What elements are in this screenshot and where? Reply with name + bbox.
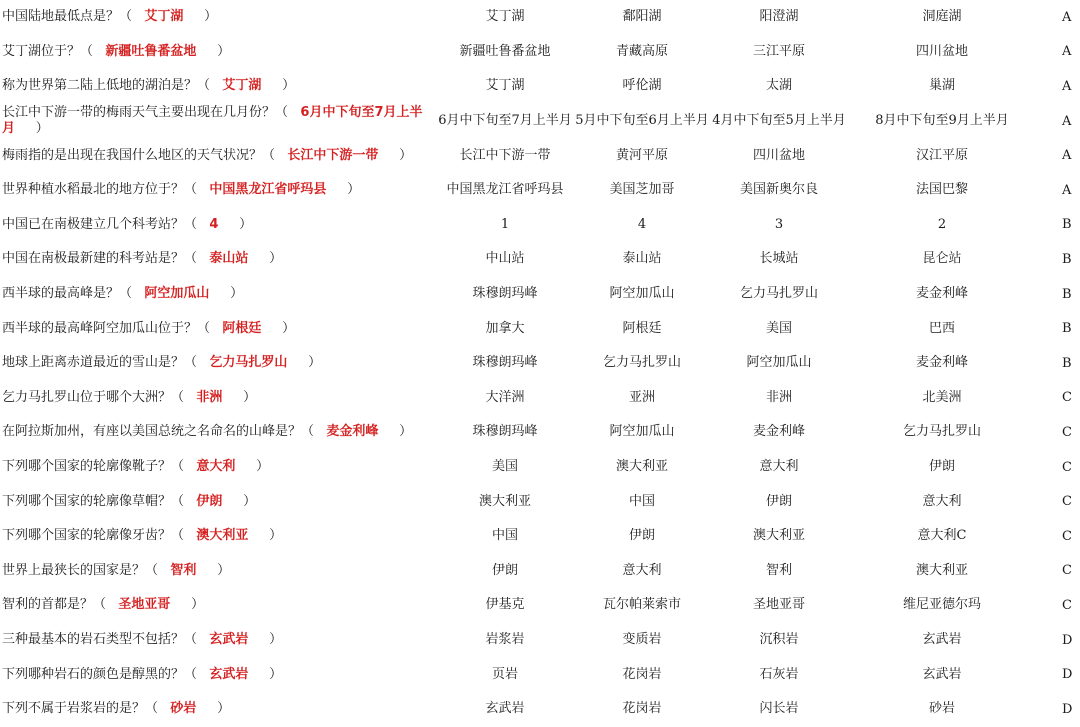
answer-key: A [1062, 9, 1072, 25]
answer-key: D [1062, 701, 1073, 717]
question-stem: 西半球的最高峰阿空加瓜山位于？（ [2, 320, 211, 336]
option-b: 澳大利亚 [615, 459, 668, 475]
quiz-row [0, 173, 1080, 208]
option-c: 4月中下旬至5月上半月 [712, 113, 846, 129]
option-a: 艾丁湖 [485, 78, 525, 94]
question-text [2, 563, 230, 579]
option-b: 阿根廷 [622, 320, 662, 336]
question-text [2, 321, 295, 337]
option-a: 6月中下旬至7月上半月 [438, 113, 572, 129]
answer-key: C [1062, 390, 1072, 406]
correct-answer-highlight: 砂岩 [170, 701, 197, 717]
answer-key: C [1062, 459, 1072, 475]
question-text [2, 105, 434, 137]
question-text [2, 148, 412, 164]
question-stem: 中国在南极最新建的科考站是？（ [2, 251, 198, 267]
option-a: 岩浆岩 [485, 632, 525, 648]
option-d: 8月中下旬至9月上半月 [875, 113, 1009, 129]
question-cell [2, 0, 434, 35]
option-d: 玄武岩 [922, 666, 962, 682]
quiz-row [0, 138, 1080, 173]
correct-answer-highlight: 玄武岩 [209, 666, 249, 682]
question-stem: 下列哪个国家的轮廓像靴子？（ [2, 459, 185, 475]
quiz-row [0, 484, 1080, 519]
option-c: 阳澄湖 [759, 9, 799, 25]
question-cell [2, 35, 434, 70]
quiz-row [0, 657, 1080, 692]
question-close-paren: ） [269, 666, 283, 682]
answer-key: C [1062, 597, 1072, 613]
question-stem: 智利的首都是？（ [2, 597, 107, 613]
option-d: 伊朗 [928, 459, 955, 475]
correct-answer-highlight: 澳大利亚 [196, 528, 249, 544]
quiz-row [0, 346, 1080, 381]
option-c: 意大利 [759, 459, 799, 475]
quiz-row [0, 623, 1080, 658]
option-c: 太湖 [765, 78, 792, 94]
answer-key: B [1062, 321, 1072, 337]
answer-key: B [1062, 251, 1072, 267]
correct-answer-highlight: 意大利 [196, 459, 236, 475]
option-d: 巴西 [928, 320, 955, 336]
question-close-paren: ） [204, 9, 218, 25]
option-d: 2 [937, 216, 947, 232]
option-b: 瓦尔帕莱索市 [602, 597, 681, 613]
option-b: 乞力马扎罗山 [602, 355, 681, 371]
question-stem: 地球上距离赤道最近的雪山是？（ [2, 355, 198, 371]
option-b: 呼伦湖 [622, 78, 662, 94]
question-text [2, 390, 256, 406]
option-c: 美国新奥尔良 [739, 182, 818, 198]
correct-answer-highlight: 玄武岩 [209, 632, 249, 648]
question-close-paren: ） [269, 251, 283, 267]
answer-key: D [1062, 632, 1073, 648]
quiz-row [0, 554, 1080, 589]
question-cell [2, 588, 434, 623]
correct-answer-highlight: 麦金利峰 [326, 424, 379, 440]
answer-key: A [1062, 78, 1072, 94]
question-text [2, 251, 282, 267]
correct-answer-highlight: 圣地亚哥 [118, 597, 171, 613]
question-text [2, 667, 282, 683]
option-c: 麦金利峰 [752, 424, 805, 440]
question-text [2, 217, 252, 233]
option-a: 珠穆朗玛峰 [472, 286, 538, 302]
option-b: 黄河平原 [615, 147, 668, 163]
question-close-paren: ） [243, 389, 257, 405]
correct-answer-highlight: 长江中下游一带 [287, 147, 379, 163]
quiz-row [0, 450, 1080, 485]
question-cell [2, 450, 434, 485]
quiz-row [0, 242, 1080, 277]
answer-key: D [1062, 667, 1073, 683]
answer-key: A [1062, 44, 1072, 60]
option-b: 青藏高原 [615, 43, 668, 59]
question-stem: 中国陆地最低点是？（ [2, 9, 133, 25]
option-a: 加拿大 [485, 320, 525, 336]
question-close-paren: ） [230, 286, 244, 302]
option-a: 珠穆朗玛峰 [472, 355, 538, 371]
question-cell [2, 381, 434, 416]
correct-answer-highlight: 中国黑龙江省呼玛县 [209, 182, 327, 198]
question-text [2, 286, 243, 302]
question-close-paren: ） [35, 121, 49, 137]
option-a: 1 [500, 216, 510, 232]
option-a: 伊朗 [491, 562, 518, 578]
option-c: 阿空加瓜山 [746, 355, 812, 371]
question-cell [2, 484, 434, 519]
option-c: 沉积岩 [759, 632, 799, 648]
option-b: 花岗岩 [622, 701, 662, 717]
question-stem: 乞力马扎罗山位于哪个大洲？（ [2, 389, 185, 405]
question-cell [2, 242, 434, 277]
correct-answer-highlight: 4 [209, 216, 219, 232]
question-text [2, 424, 412, 440]
correct-answer-highlight: 新疆吐鲁番盆地 [105, 43, 197, 59]
question-stem: 西半球的最高峰是？（ [2, 286, 133, 302]
quiz-row [0, 588, 1080, 623]
answer-key: C [1062, 528, 1072, 544]
option-b: 4 [637, 216, 647, 232]
option-a: 中国 [491, 528, 518, 544]
answer-key: A [1062, 148, 1072, 164]
option-c: 四川盆地 [752, 147, 805, 163]
option-a: 伊基克 [485, 597, 525, 613]
quiz-row [0, 69, 1080, 104]
option-a: 长江中下游一带 [459, 147, 551, 163]
question-stem: 中国已在南极建立几个科考站？（ [2, 216, 198, 232]
option-b: 中国 [628, 493, 655, 509]
option-a: 中山站 [485, 251, 525, 267]
option-c: 石灰岩 [759, 666, 799, 682]
question-text [2, 632, 282, 648]
option-c: 三江平原 [752, 43, 805, 59]
option-b: 变质岩 [622, 632, 662, 648]
option-d: 砂岩 [928, 701, 955, 717]
question-stem: 下列不属于岩浆岩的是？（ [2, 701, 159, 717]
question-stem: 称为世界第二陆上低地的湖泊是？（ [2, 78, 211, 94]
question-close-paren: ） [217, 562, 231, 578]
option-c: 美国 [765, 320, 792, 336]
option-a: 澳大利亚 [478, 493, 531, 509]
question-text [2, 701, 230, 717]
quiz-row [0, 0, 1080, 35]
question-close-paren: ） [243, 493, 257, 509]
correct-answer-highlight: 阿空加瓜山 [144, 286, 210, 302]
question-cell [2, 346, 434, 381]
option-b: 花岗岩 [622, 666, 662, 682]
question-cell [2, 415, 434, 450]
question-close-paren: ） [399, 147, 413, 163]
correct-answer-highlight: 智利 [170, 562, 197, 578]
option-b: 意大利 [622, 562, 662, 578]
option-c: 澳大利亚 [752, 528, 805, 544]
option-d: 澳大利亚 [915, 562, 968, 578]
option-b: 美国芝加哥 [609, 182, 675, 198]
option-b: 泰山站 [622, 251, 662, 267]
option-d: 北美洲 [922, 389, 962, 405]
question-cell [2, 623, 434, 658]
quiz-row [0, 311, 1080, 346]
option-d: 乞力马扎罗山 [902, 424, 981, 440]
question-close-paren: ） [282, 78, 296, 94]
option-d: 法国巴黎 [915, 182, 968, 198]
question-text [2, 528, 282, 544]
question-close-paren: ） [308, 355, 322, 371]
correct-answer-highlight: 乞力马扎罗山 [209, 355, 288, 371]
correct-answer-highlight: 泰山站 [209, 251, 249, 267]
option-d: 昆仑站 [922, 251, 962, 267]
correct-answer-highlight: 非洲 [196, 389, 223, 405]
question-stem: 梅雨指的是出现在我国什么地区的天气状况？（ [2, 147, 276, 163]
option-c: 3 [774, 216, 784, 232]
option-d: 汉江平原 [915, 147, 968, 163]
question-text [2, 597, 204, 613]
question-cell [2, 104, 434, 139]
option-a: 玄武岩 [485, 701, 525, 717]
quiz-row [0, 35, 1080, 70]
answer-key: B [1062, 355, 1072, 371]
question-close-paren: ） [217, 43, 231, 59]
question-close-paren: ） [269, 528, 283, 544]
option-c: 圣地亚哥 [752, 597, 805, 613]
option-a: 珠穆朗玛峰 [472, 424, 538, 440]
option-b: 亚洲 [628, 389, 655, 405]
option-a: 艾丁湖 [485, 9, 525, 25]
question-text [2, 9, 217, 25]
option-a: 页岩 [491, 666, 518, 682]
question-cell [2, 657, 434, 692]
option-a: 中国黑龙江省呼玛县 [446, 182, 564, 198]
option-c: 闪长岩 [759, 701, 799, 717]
option-b: 阿空加瓜山 [609, 286, 675, 302]
question-cell [2, 138, 434, 173]
option-d: 麦金利峰 [915, 355, 968, 371]
option-d: 四川盆地 [915, 43, 968, 59]
answer-key: B [1062, 286, 1072, 302]
question-stem: 在阿拉斯加州，有座以美国总统之名命名的山峰是？（ [2, 424, 315, 440]
question-text [2, 355, 321, 371]
answer-key: B [1062, 217, 1072, 233]
question-close-paren: ） [256, 459, 270, 475]
option-d: 麦金利峰 [915, 286, 968, 302]
question-text [2, 459, 269, 475]
quiz-row [0, 692, 1080, 727]
option-d: 意大利C [917, 528, 967, 544]
question-text [2, 78, 295, 94]
correct-answer-highlight: 艾丁湖 [144, 9, 184, 25]
option-b: 伊朗 [628, 528, 655, 544]
option-b: 5月中下旬至6月上半月 [575, 113, 709, 129]
answer-key: A [1062, 113, 1072, 129]
option-a: 美国 [491, 459, 518, 475]
question-close-paren: ） [347, 182, 361, 198]
option-a: 大洋洲 [485, 389, 525, 405]
option-d: 维尼亚德尔玛 [902, 597, 981, 613]
question-stem: 世界种植水稻最北的地方位于？（ [2, 182, 198, 198]
answer-key: C [1062, 494, 1072, 510]
question-cell [2, 208, 434, 243]
question-stem: 艾丁湖位于？（ [2, 43, 94, 59]
question-stem: 长江中下游一带的梅雨天气主要出现在几月份？（ [2, 105, 289, 121]
correct-answer-highlight: 阿根廷 [222, 320, 262, 336]
quiz-row [0, 208, 1080, 243]
question-stem: 下列哪种岩石的颜色是醇黑的？（ [2, 666, 198, 682]
question-close-paren: ） [282, 320, 296, 336]
option-d: 玄武岩 [922, 632, 962, 648]
quiz-row [0, 104, 1080, 139]
question-text [2, 494, 256, 510]
question-text [2, 44, 230, 60]
question-text [2, 182, 360, 198]
question-cell [2, 519, 434, 554]
question-cell [2, 554, 434, 589]
option-a: 新疆吐鲁番盆地 [459, 43, 551, 59]
question-cell [2, 277, 434, 312]
option-b: 阿空加瓜山 [609, 424, 675, 440]
option-c: 乞力马扎罗山 [739, 286, 818, 302]
option-c: 长城站 [759, 251, 799, 267]
option-d: 意大利 [922, 493, 962, 509]
quiz-row [0, 277, 1080, 312]
question-close-paren: ） [399, 424, 413, 440]
correct-answer-highlight: 6月中下旬至7月上半月 [2, 105, 423, 137]
question-stem: 下列哪个国家的轮廓像草帽？（ [2, 493, 185, 509]
question-stem: 下列哪个国家的轮廓像牙齿？（ [2, 528, 185, 544]
question-close-paren: ） [269, 632, 283, 648]
option-d: 洞庭湖 [922, 9, 962, 25]
question-stem: 世界上最狭长的国家是？（ [2, 562, 159, 578]
option-d: 巢湖 [928, 78, 955, 94]
correct-answer-highlight: 伊朗 [196, 493, 223, 509]
quiz-row [0, 381, 1080, 416]
question-cell [2, 69, 434, 104]
quiz-row [0, 415, 1080, 450]
correct-answer-highlight: 艾丁湖 [222, 78, 262, 94]
option-b: 鄱阳湖 [622, 9, 662, 25]
answer-key: C [1062, 424, 1072, 440]
question-cell [2, 692, 434, 727]
question-close-paren: ） [191, 597, 205, 613]
question-cell [2, 311, 434, 346]
question-stem: 三种最基本的岩石类型不包括？（ [2, 632, 198, 648]
question-close-paren: ） [239, 216, 253, 232]
option-c: 智利 [765, 562, 792, 578]
answer-key: A [1062, 182, 1072, 198]
quiz-row [0, 519, 1080, 554]
answer-key: C [1062, 563, 1072, 579]
option-c: 伊朗 [765, 493, 792, 509]
option-c: 非洲 [765, 389, 792, 405]
question-close-paren: ） [217, 701, 231, 717]
question-cell [2, 173, 434, 208]
